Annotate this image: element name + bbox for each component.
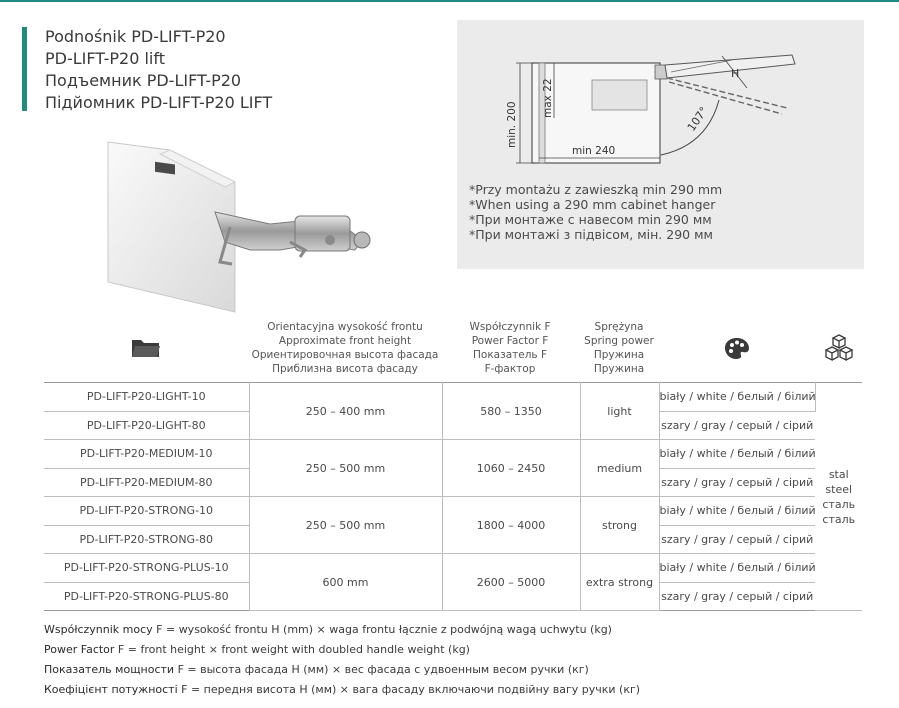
product-code: PD-LIFT-P20-MEDIUM-80: [44, 468, 249, 497]
dim-max-22: max 22: [542, 78, 554, 118]
spring-value: medium: [580, 440, 659, 497]
header-front-height: Orientacyjna wysokość frontu Approximate front height Ориентировочная высота фасада Приблизна висота фасаду: [251, 321, 439, 375]
product-code: PD-LIFT-P20-STRONG-PLUS-10: [44, 554, 249, 583]
product-titles: [45, 26, 272, 114]
spring-value: light: [580, 383, 659, 440]
formula-label: Коефіцієнт потужності: [44, 683, 178, 696]
table-row: [44, 440, 862, 469]
product-code: PD-LIFT-P20-LIGHT-80: [44, 411, 249, 440]
material-value: stal steel сталь сталь: [815, 383, 862, 611]
specification-table: [44, 382, 862, 611]
header-spring: Sprężyna Spring power Пружина Пружина: [584, 321, 654, 375]
color-value: biały / white / белый / білий: [659, 440, 815, 469]
title-pl: Podnośnik PD-LIFT-P20: [45, 27, 226, 46]
header-power-factor: Współczynnik F Power Factor F Показатель F F-фактор: [469, 321, 551, 375]
product-code: PD-LIFT-P20-STRONG-10: [44, 497, 249, 526]
mounting-notes: [469, 182, 722, 242]
formula-ru: [44, 660, 640, 680]
color-value: szary / gray / серый / сірий: [659, 468, 815, 497]
angle-label: 107°: [684, 104, 711, 134]
color-value: biały / white / белый / білий: [659, 497, 815, 526]
formula-text: F = высота фасада H (мм) × вес фасада с удвоенным весом ручки (кг): [174, 663, 589, 676]
table-row: [44, 554, 862, 583]
folder-icon: [131, 337, 161, 359]
product-code: PD-LIFT-P20-STRONG-80: [44, 525, 249, 554]
title-accent-bar: [22, 27, 27, 111]
formula-text: F = front height × front weight with doubled handle weight (kg): [114, 643, 470, 656]
formula-uk: [44, 680, 640, 700]
product-photo: [100, 132, 390, 322]
formula-label: Współczynnik mocy: [44, 623, 153, 636]
formula-label: Power Factor: [44, 643, 115, 656]
formula-en: [44, 640, 640, 660]
color-palette-icon: [724, 336, 750, 360]
table-row: [44, 383, 862, 412]
note-en: *When using a 290 mm cabinet hanger: [469, 197, 716, 212]
color-value: biały / white / белый / білий: [659, 554, 815, 583]
note-pl: *Przy montażu z zawieszką min 290 mm: [469, 182, 723, 197]
title-en: PD-LIFT-P20 lift: [45, 49, 165, 68]
color-value: szary / gray / серый / сірий: [659, 525, 815, 554]
formula-label: Показатель мощности: [44, 663, 175, 676]
note-ru: *При монтаже с навесом min 290 мм: [469, 212, 712, 227]
product-code: PD-LIFT-P20-STRONG-PLUS-80: [44, 582, 249, 611]
color-value: biały / white / белый / білий: [659, 383, 815, 412]
power-factor-value: 1800 – 4000: [442, 497, 580, 554]
color-value: szary / gray / серый / сірий: [659, 411, 815, 440]
top-accent-rule: [0, 0, 899, 2]
power-factor-value: 2600 – 5000: [442, 554, 580, 611]
installation-diagram-panel: [457, 20, 864, 269]
product-code: PD-LIFT-P20-LIGHT-10: [44, 383, 249, 412]
front-height-value: 250 – 400 mm: [249, 383, 442, 440]
power-factor-value: 580 – 1350: [442, 383, 580, 440]
power-factor-formulas: [44, 620, 640, 700]
title-uk: Підйомник PD-LIFT-P20 LIFT: [45, 93, 273, 112]
front-height-value: 250 – 500 mm: [249, 497, 442, 554]
spring-value: strong: [580, 497, 659, 554]
formula-pl: [44, 620, 640, 640]
note-uk: *При монтажі з підвісом, мін. 290 мм: [469, 227, 713, 242]
spring-value: extra strong: [580, 554, 659, 611]
title-ru: Подъемник PD-LIFT-P20: [45, 71, 242, 90]
formula-text: F = wysokość frontu H (mm) × waga frontu łącznie z podwójną wagą uchwytu (kg): [152, 623, 612, 636]
dim-min-200: min. 200: [506, 101, 518, 148]
material-cubes-icon: [824, 333, 854, 363]
table-row: [44, 497, 862, 526]
installation-diagram: [457, 20, 864, 180]
front-height-value: 600 mm: [249, 554, 442, 611]
formula-text: F = передня висота H (мм) × вага фасаду включаючи подвійну вагу ручки (кг): [177, 683, 641, 696]
color-value: szary / gray / серый / сірий: [659, 582, 815, 611]
dim-h: H: [731, 67, 740, 80]
product-code: PD-LIFT-P20-MEDIUM-10: [44, 440, 249, 469]
dim-min-240: min 240: [572, 145, 616, 157]
power-factor-value: 1060 – 2450: [442, 440, 580, 497]
front-height-value: 250 – 500 mm: [249, 440, 442, 497]
